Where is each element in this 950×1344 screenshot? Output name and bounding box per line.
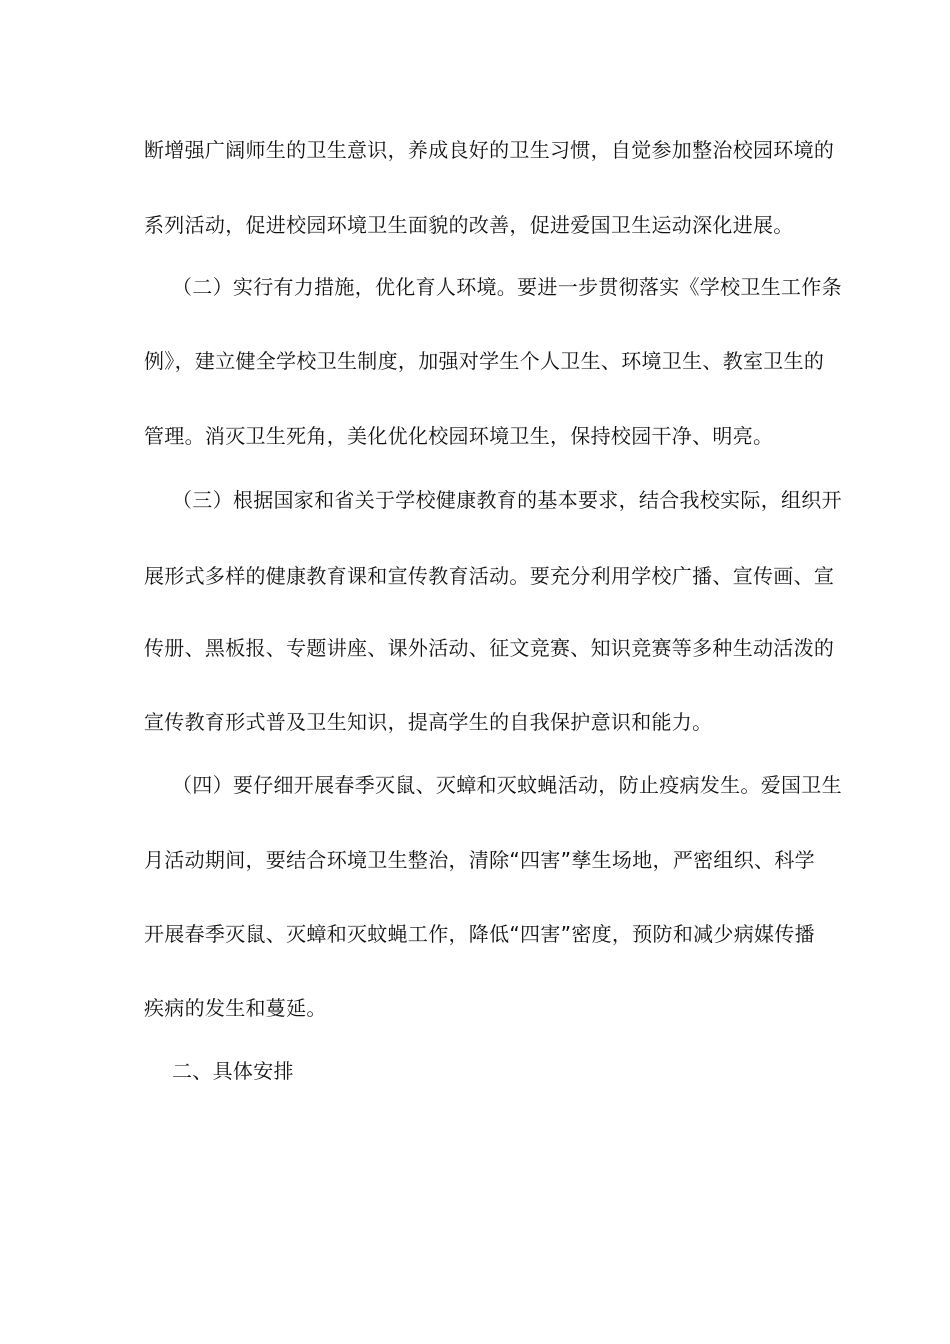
body-text-line: 系列活动，促进校园环境卫生面貌的改善，促进爱国卫生运动深化进展。 xyxy=(144,213,794,237)
body-text-line: 管理。消灭卫生死角，美化优化校园环境卫生，保持校园干净、明亮。 xyxy=(144,424,774,448)
body-text-line: 月活动期间，要结合环境卫生整治，清除“四害”孳生场地，严密组织、科学 xyxy=(144,848,815,872)
body-text-line: 传册、黑板报、专题讲座、课外活动、征文竞赛、知识竞赛等多种生动活泼的 xyxy=(144,636,835,660)
paragraph-start-line: （四）要仔细开展春季灭鼠、灭蟑和灭蚊蝇活动，防止疫病发生。爱国卫生 xyxy=(172,773,842,797)
body-text-line: 例》，建立健全学校卫生制度，加强对学生个人卫生、环境卫生、教室卫生的 xyxy=(144,349,825,373)
section-heading: 二、具体安排 xyxy=(172,1059,294,1083)
body-text-line: 断增强广阔师生的卫生意识，养成良好的卫生习惯，自觉参加整治校园环境的 xyxy=(144,138,835,162)
body-text-line: 展形式多样的健康教育课和宣传教育活动。要充分利用学校广播、宣传画、宣 xyxy=(144,564,835,588)
paragraph-start-line: （二）实行有力措施，优化育人环境。要进一步贯彻落实《学校卫生工作条 xyxy=(172,275,842,299)
body-text-line: 疾病的发生和蔓延。 xyxy=(144,996,327,1020)
paragraph-start-line: （三）根据国家和省关于学校健康教育的基本要求，结合我校实际，组织开 xyxy=(172,488,842,512)
body-text-line: 开展春季灭鼠、灭蟑和灭蚊蝇工作，降低“四害”密度，预防和减少病媒传播 xyxy=(144,922,815,946)
body-text-line: 宣传教育形式普及卫生知识，提高学生的自我保护意识和能力。 xyxy=(144,710,713,734)
